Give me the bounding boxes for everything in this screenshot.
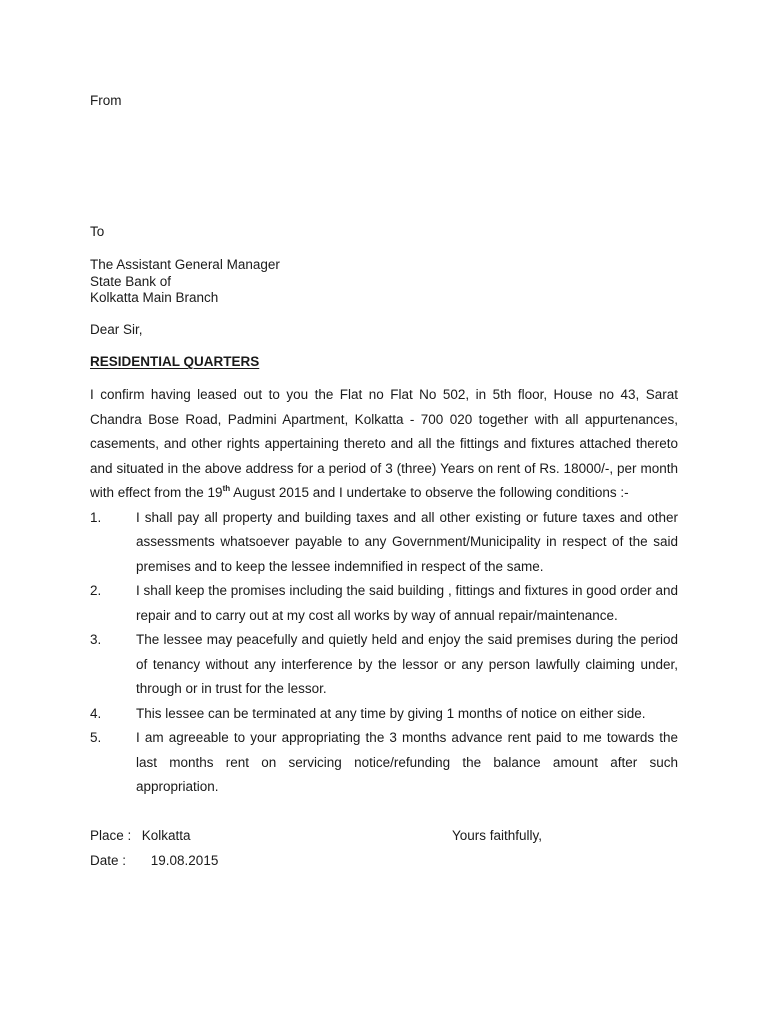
closing-phrase: Yours faithfully, xyxy=(452,828,543,843)
condition-number: 3. xyxy=(90,632,102,647)
recipient-address xyxy=(90,257,280,307)
intro-text-part-2: August 2015 and I undertake to observe the following conditions :- xyxy=(230,485,629,500)
intro-paragraph xyxy=(90,383,678,506)
recipient-line-2: State Bank of xyxy=(90,273,172,289)
recipient-line-1: The Assistant General Manager xyxy=(90,257,280,272)
place-label: Place : xyxy=(90,828,132,843)
intro-text-part-1: I confirm having leased out to you the Flat no Flat No 502, in 5th floor, House no 43, Sarat Chandra Bose Road, Padmini Apartment, Kolkatta - 700 020 together with all appurtenances, casements, and other rights appertaining thereto and all the fittings and fixtures attached thereto and situated in the above address for a period of 3 (three) Years on rent of Rs. 18000/-, per month with effect from the 19 xyxy=(90,387,678,500)
condition-item xyxy=(90,726,678,800)
condition-text: I shall pay all property and building taxes and all other existing or future taxes and other assessments whatsoever payable to any Government/Municipality in respect of the said premises and to keep the lessee indemnified in respect of the same. xyxy=(136,509,678,574)
condition-item xyxy=(90,579,678,628)
salutation: Dear Sir, xyxy=(90,322,143,337)
condition-text: I shall keep the promises including the said building , fittings and fixtures in good order and repair and to carry out at my cost all works by way of annual repair/maintenance. xyxy=(136,583,678,623)
condition-number: 4. xyxy=(90,705,102,721)
place-value: Kolkatta xyxy=(141,828,191,843)
date-line xyxy=(90,853,218,869)
condition-number: 5. xyxy=(90,730,102,745)
condition-text: This lessee can be terminated at any time by giving 1 months of notice on either side. xyxy=(136,705,646,721)
date-ordinal-suffix: th xyxy=(222,484,231,493)
condition-text: The lessee may peacefully and quietly held and enjoy the said premises during the period of tenancy without any interference by the lessor or any person lawfully claiming under, through or in trust for the lessor. xyxy=(136,632,678,696)
condition-text: I am agreeable to your appropriating the 3 months advance rent paid to me towards the last months rent on servicing notice/refunding the balance amount after such appropriation. xyxy=(136,730,678,794)
conditions-list xyxy=(90,506,678,800)
condition-number: 1. xyxy=(90,509,102,525)
subject-heading: RESIDENTIAL QUARTERS xyxy=(90,354,260,369)
condition-item xyxy=(90,506,678,580)
condition-item xyxy=(90,702,678,727)
letter-body xyxy=(90,383,678,800)
place-line xyxy=(90,828,191,844)
from-label: From xyxy=(90,93,122,108)
date-label: Date : xyxy=(90,853,127,868)
condition-item xyxy=(90,628,678,702)
recipient-line-3: Kolkatta Main Branch xyxy=(90,290,219,305)
to-label: To xyxy=(90,224,105,239)
condition-number: 2. xyxy=(90,583,102,598)
date-value: 19.08.2015 xyxy=(150,853,219,868)
